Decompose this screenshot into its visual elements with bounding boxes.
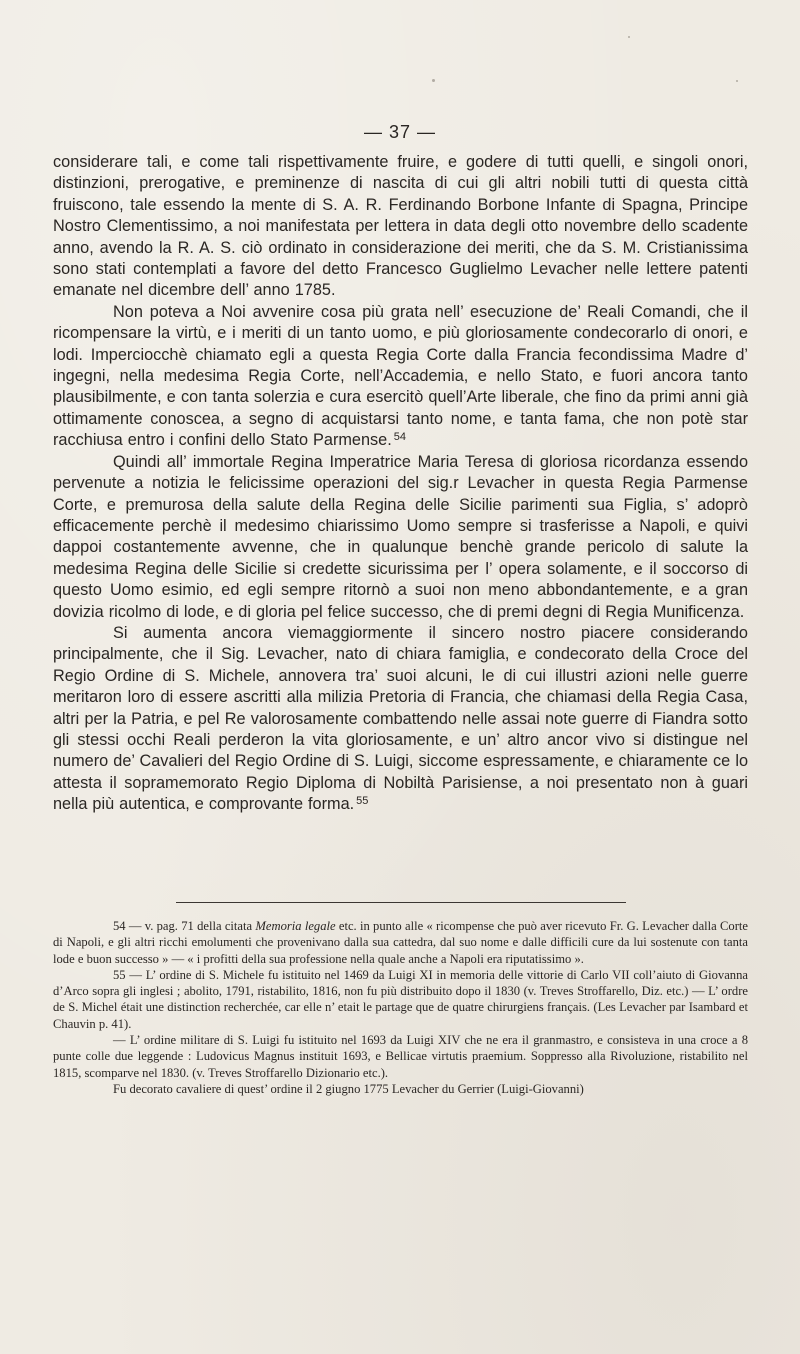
page-number: — 37 —	[363, 122, 437, 142]
footnote-54	[53, 918, 748, 967]
footnote-55-continued	[53, 1032, 748, 1081]
paragraph	[53, 452, 748, 623]
footnotes	[53, 918, 748, 1097]
footnote-reference[interactable]: 54	[393, 431, 407, 444]
paragraph-text: Non poteva a Noi avvenire cosa più grata nell’ esecuzione de’ Reali Comandi, che il ricompensare la virtù, e i meriti di un tanto uomo, e più gloriosamente condecorarlo di onori, e lodi. Imperciocchè chiamato egli a questa Regia Corte dalla Francia fecondissima Madre d’ ingegni, nella medesima Regia Corte, nell’Accademia, e nello Stato, e fuori ancora tanto plausibilmente, e con tanta solerzia e cura esercitò quell’Arte liberale, che fino da primi anni già ottimamente conoscea, a segno di acquistarsi tanto nome, e tanta fama, che non potè star racchiusa entro i confini dello Stato Parmense.	[53, 302, 748, 450]
main-text	[53, 152, 748, 816]
footnote-55	[53, 967, 748, 1032]
footnote-text: 54 — v. pag. 71 della citata	[113, 919, 256, 933]
footnote-text: — L’ ordine militare di S. Luigi fu istituito nel 1693 da Luigi XIV che ne era il granmastro, e consisteva in una croce a 8 punte colle due leggende : Ludovicus Magnus instituit 1693, e Bellicae virtutis praemium. Soppresso alla Rivoluzione, ristabilito nel 1815, scomparve nel 1830. (v. Treves Stroffarello Dizionario etc.).	[53, 1033, 748, 1080]
paragraph	[53, 623, 748, 816]
paragraph-text: Si aumenta ancora viemaggiormente il sincero nostro piacere considerando principalmente, che il Sig. Levacher, nato di chiara famiglia, e condecorato della Croce del Regio Ordine di S. Michele, annovera tra’ suoi alcuni, le di cui illustri azioni nelle guerre meritaron loro di essere ascritti alla milizia Pretoria di Francia, che chiamasi della Regia Casa, altri per la Patria, e pel Re valorosamente combattendo nelle assai note guerre di Fiandra sotto gli stessi occhi Reali perderon la vita gloriosamente, e un’ altro ancor vivo si distingue nel numero de’ Cavalieri del Regio Ordine di S. Luigi, siccome espressamente, e chiaramente ce lo attesta il sopramemorato Regio Diploma di Nobiltà Parisiense, a noi presentato non à guari nella più autentica, e comprovante forma.	[53, 623, 748, 814]
paragraph-text: considerare tali, e come tali rispettivamente fruire, e godere di tutti quelli, e singoli onori, distinzioni, prerogative, e preminenze di nascita di cui gli altri nobili tutti di questa città fruiscono, tale essendo la mente di S. A. R. Ferdinando Borbone Infante di Spagna, Principe Nostro Clementissimo, a noi manifestata per lettera in data degli otto novembre dello scadente anno, avendo la R. A. S. ciò ordinato in considerazione dei meriti, che da S. M. Cristianissima sono stati contemplati a favore del detto Francesco Guglielmo Levacher nelle lettere patenti emanate nel dicembre dell’ anno 1785.	[53, 153, 748, 300]
footnote-reference[interactable]: 55	[356, 795, 369, 808]
footnote-text: etc. in punto alle « ricompense che può aver ricevuto Fr. G. Levacher dalla Corte di Napoli, e gli altri ricchi emolumenti che provenivano dalla sua cattedra, dal suo nome e dalle difficili cure da lui sostenute con tanta lode e buon successo » — « i profitti della sua professione nella quale anche a Napoli era riputatissimo ».	[53, 919, 748, 966]
paper-speck	[736, 80, 738, 82]
paragraph	[53, 152, 748, 302]
paper-speck	[432, 79, 435, 82]
footnote-55-final	[53, 1081, 748, 1097]
footnote-cited-title: Memoria legale	[255, 919, 336, 933]
footnote-divider	[176, 902, 626, 903]
paragraph-text: Quindi all’ immortale Regina Imperatrice Maria Teresa di gloriosa ricordanza essendo pervenute a notizia le felicissime operazioni del sig.r Levacher in questa Regia Parmense Corte, e premurosa della salute della Regina delle Sicilie parimenti sua Figlia, s’ adoprò efficacemente perchè il medesimo chiarissimo Uomo sempre si trasferisse a Napoli, e quivi dappoi costantemente avvenne, che in qualunque benchè grande pericolo di salute la medesima Regina delle Sicilie si credette sicurissima per l’ opera solamente, e il soccorso di questo Uomo esimio, ed egli sempre ritornò a suoi non meno abbondantemente, e a gran dovizia ricolmo di lode, e di gloria pel felice successo, che di premi degni di Regia Munificenza.	[53, 452, 748, 621]
paper-speck	[628, 36, 630, 38]
footnote-text: 55 — L’ ordine di S. Michele fu istituito nel 1469 da Luigi XI in memoria delle vittorie di Carlo VII coll’aiuto di Giovanna d’Arco sopra gli inglesi ; abolito, 1791, ristabilito, 1816, non fu più distribuito dopo il 1830 (v. Treves Stroffarello, Diz. etc.) — L’ ordre de S. Michel était une distinction recherchée, car elle n’ etait le partage que de quatre chirurgiens français. (Les Levacher par Isambard et Chauvin p. 41).	[53, 967, 748, 1031]
paragraph	[53, 302, 748, 452]
footnote-text: Fu decorato cavaliere di quest’ ordine il 2 giugno 1775 Levacher du Gerrier (Luigi-Giovanni)	[113, 1081, 584, 1096]
